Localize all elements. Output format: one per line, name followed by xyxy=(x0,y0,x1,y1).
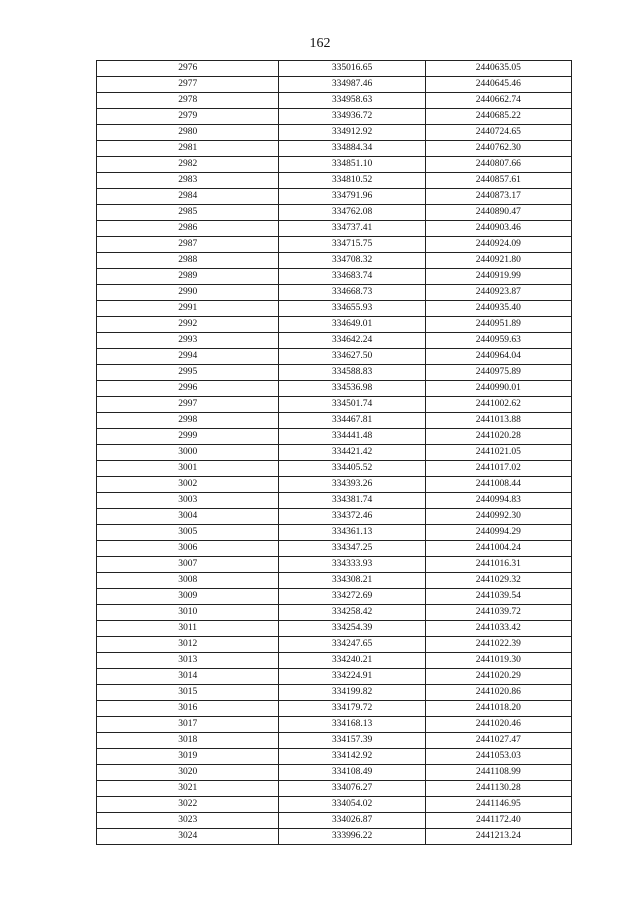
point-number-cell: 3011 xyxy=(97,621,279,637)
point-number-cell: 3015 xyxy=(97,685,279,701)
table-row xyxy=(97,349,572,365)
point-number-cell: 3006 xyxy=(97,541,279,557)
point-number-cell: 3019 xyxy=(97,749,279,765)
x-coordinate-cell: 334762.08 xyxy=(279,205,425,221)
table-row xyxy=(97,221,572,237)
x-coordinate-cell: 334655.93 xyxy=(279,301,425,317)
table-row xyxy=(97,717,572,733)
x-coordinate-cell: 334372.46 xyxy=(279,509,425,525)
point-number-cell: 2985 xyxy=(97,205,279,221)
y-coordinate-cell: 2441130.28 xyxy=(425,781,571,797)
y-coordinate-cell: 2441039.72 xyxy=(425,605,571,621)
x-coordinate-cell: 334258.42 xyxy=(279,605,425,621)
table-row xyxy=(97,365,572,381)
point-number-cell: 2981 xyxy=(97,141,279,157)
x-coordinate-cell: 334421.42 xyxy=(279,445,425,461)
table-row xyxy=(97,765,572,781)
table-row xyxy=(97,189,572,205)
x-coordinate-cell: 334224.91 xyxy=(279,669,425,685)
x-coordinate-cell: 334668.73 xyxy=(279,285,425,301)
point-number-cell: 3010 xyxy=(97,605,279,621)
table-row xyxy=(97,653,572,669)
point-number-cell: 2988 xyxy=(97,253,279,269)
x-coordinate-cell: 334642.24 xyxy=(279,333,425,349)
y-coordinate-cell: 2440975.89 xyxy=(425,365,571,381)
x-coordinate-cell: 334168.13 xyxy=(279,717,425,733)
y-coordinate-cell: 2441029.32 xyxy=(425,573,571,589)
x-coordinate-cell: 334884.34 xyxy=(279,141,425,157)
x-coordinate-cell: 334333.93 xyxy=(279,557,425,573)
point-number-cell: 2987 xyxy=(97,237,279,253)
point-number-cell: 2984 xyxy=(97,189,279,205)
y-coordinate-cell: 2441033.42 xyxy=(425,621,571,637)
table-row xyxy=(97,317,572,333)
y-coordinate-cell: 2441108.99 xyxy=(425,765,571,781)
x-coordinate-cell: 334272.69 xyxy=(279,589,425,605)
y-coordinate-cell: 2440921.80 xyxy=(425,253,571,269)
table-row xyxy=(97,381,572,397)
table-row xyxy=(97,829,572,845)
point-number-cell: 2980 xyxy=(97,125,279,141)
point-number-cell: 2986 xyxy=(97,221,279,237)
y-coordinate-cell: 2441004.24 xyxy=(425,541,571,557)
table-row xyxy=(97,333,572,349)
y-coordinate-cell: 2440935.40 xyxy=(425,301,571,317)
table-row xyxy=(97,77,572,93)
x-coordinate-cell: 334936.72 xyxy=(279,109,425,125)
point-number-cell: 3000 xyxy=(97,445,279,461)
y-coordinate-cell: 2441022.39 xyxy=(425,637,571,653)
point-number-cell: 3012 xyxy=(97,637,279,653)
point-number-cell: 2989 xyxy=(97,269,279,285)
x-coordinate-cell: 334958.63 xyxy=(279,93,425,109)
x-coordinate-cell: 334810.52 xyxy=(279,173,425,189)
table-row xyxy=(97,157,572,173)
table-row xyxy=(97,205,572,221)
page-number: 162 xyxy=(309,36,331,51)
table-row xyxy=(97,685,572,701)
y-coordinate-cell: 2441213.24 xyxy=(425,829,571,845)
y-coordinate-cell: 2440762.30 xyxy=(425,141,571,157)
point-number-cell: 2991 xyxy=(97,301,279,317)
table-row xyxy=(97,253,572,269)
table-row xyxy=(97,637,572,653)
table-row xyxy=(97,237,572,253)
x-coordinate-cell: 334347.25 xyxy=(279,541,425,557)
table-row xyxy=(97,749,572,765)
x-coordinate-cell: 334405.52 xyxy=(279,461,425,477)
point-number-cell: 3008 xyxy=(97,573,279,589)
y-coordinate-cell: 2440992.30 xyxy=(425,509,571,525)
y-coordinate-cell: 2441017.02 xyxy=(425,461,571,477)
y-coordinate-cell: 2441020.29 xyxy=(425,669,571,685)
point-number-cell: 3017 xyxy=(97,717,279,733)
point-number-cell: 3024 xyxy=(97,829,279,845)
table-row xyxy=(97,301,572,317)
x-coordinate-cell: 334026.87 xyxy=(279,813,425,829)
y-coordinate-cell: 2441172.40 xyxy=(425,813,571,829)
table-row xyxy=(97,797,572,813)
x-coordinate-cell: 334240.21 xyxy=(279,653,425,669)
y-coordinate-cell: 2440857.61 xyxy=(425,173,571,189)
y-coordinate-cell: 2440890.47 xyxy=(425,205,571,221)
table-row xyxy=(97,413,572,429)
y-coordinate-cell: 2441027.47 xyxy=(425,733,571,749)
table-row xyxy=(97,429,572,445)
y-coordinate-cell: 2441013.88 xyxy=(425,413,571,429)
y-coordinate-cell: 2441002.62 xyxy=(425,397,571,413)
x-coordinate-cell: 334393.26 xyxy=(279,477,425,493)
x-coordinate-cell: 334536.98 xyxy=(279,381,425,397)
y-coordinate-cell: 2441018.20 xyxy=(425,701,571,717)
table-row xyxy=(97,781,572,797)
y-coordinate-cell: 2441020.28 xyxy=(425,429,571,445)
y-coordinate-cell: 2441016.31 xyxy=(425,557,571,573)
table-row xyxy=(97,173,572,189)
point-number-cell: 2982 xyxy=(97,157,279,173)
y-coordinate-cell: 2440724.65 xyxy=(425,125,571,141)
x-coordinate-cell: 334142.92 xyxy=(279,749,425,765)
table-row xyxy=(97,461,572,477)
coordinates-table-body xyxy=(97,61,572,845)
table-row xyxy=(97,573,572,589)
x-coordinate-cell: 335016.65 xyxy=(279,61,425,77)
table-row xyxy=(97,397,572,413)
table-row xyxy=(97,477,572,493)
point-number-cell: 2998 xyxy=(97,413,279,429)
x-coordinate-cell: 334467.81 xyxy=(279,413,425,429)
table-row xyxy=(97,557,572,573)
point-number-cell: 3014 xyxy=(97,669,279,685)
y-coordinate-cell: 2440685.22 xyxy=(425,109,571,125)
table-row xyxy=(97,621,572,637)
x-coordinate-cell: 334199.82 xyxy=(279,685,425,701)
x-coordinate-cell: 334627.50 xyxy=(279,349,425,365)
table-row xyxy=(97,61,572,77)
y-coordinate-cell: 2440964.04 xyxy=(425,349,571,365)
point-number-cell: 2979 xyxy=(97,109,279,125)
table-row xyxy=(97,589,572,605)
point-number-cell: 3023 xyxy=(97,813,279,829)
y-coordinate-cell: 2440645.46 xyxy=(425,77,571,93)
point-number-cell: 3005 xyxy=(97,525,279,541)
y-coordinate-cell: 2440919.99 xyxy=(425,269,571,285)
table-row xyxy=(97,493,572,509)
point-number-cell: 3003 xyxy=(97,493,279,509)
x-coordinate-cell: 334851.10 xyxy=(279,157,425,173)
y-coordinate-cell: 2440873.17 xyxy=(425,189,571,205)
table-row xyxy=(97,269,572,285)
y-coordinate-cell: 2440994.83 xyxy=(425,493,571,509)
y-coordinate-cell: 2440662.74 xyxy=(425,93,571,109)
y-coordinate-cell: 2440923.87 xyxy=(425,285,571,301)
x-coordinate-cell: 334308.21 xyxy=(279,573,425,589)
x-coordinate-cell: 334715.75 xyxy=(279,237,425,253)
table-row xyxy=(97,605,572,621)
table-row xyxy=(97,813,572,829)
table-row xyxy=(97,125,572,141)
coordinates-table xyxy=(96,60,572,845)
point-number-cell: 3007 xyxy=(97,557,279,573)
x-coordinate-cell: 334737.41 xyxy=(279,221,425,237)
table-row xyxy=(97,733,572,749)
y-coordinate-cell: 2441053.03 xyxy=(425,749,571,765)
table-row xyxy=(97,285,572,301)
point-number-cell: 3004 xyxy=(97,509,279,525)
table-row xyxy=(97,445,572,461)
y-coordinate-cell: 2440990.01 xyxy=(425,381,571,397)
x-coordinate-cell: 334501.74 xyxy=(279,397,425,413)
x-coordinate-cell: 334108.49 xyxy=(279,765,425,781)
x-coordinate-cell: 334179.72 xyxy=(279,701,425,717)
point-number-cell: 2993 xyxy=(97,333,279,349)
x-coordinate-cell: 333996.22 xyxy=(279,829,425,845)
y-coordinate-cell: 2441039.54 xyxy=(425,589,571,605)
point-number-cell: 3020 xyxy=(97,765,279,781)
y-coordinate-cell: 2441019.30 xyxy=(425,653,571,669)
table-row xyxy=(97,541,572,557)
x-coordinate-cell: 334054.02 xyxy=(279,797,425,813)
x-coordinate-cell: 334076.27 xyxy=(279,781,425,797)
point-number-cell: 2976 xyxy=(97,61,279,77)
y-coordinate-cell: 2440959.63 xyxy=(425,333,571,349)
point-number-cell: 2999 xyxy=(97,429,279,445)
x-coordinate-cell: 334157.39 xyxy=(279,733,425,749)
point-number-cell: 3013 xyxy=(97,653,279,669)
y-coordinate-cell: 2440807.66 xyxy=(425,157,571,173)
point-number-cell: 2997 xyxy=(97,397,279,413)
point-number-cell: 3016 xyxy=(97,701,279,717)
point-number-cell: 2990 xyxy=(97,285,279,301)
y-coordinate-cell: 2440924.09 xyxy=(425,237,571,253)
table-row xyxy=(97,93,572,109)
x-coordinate-cell: 334912.92 xyxy=(279,125,425,141)
point-number-cell: 3009 xyxy=(97,589,279,605)
point-number-cell: 3001 xyxy=(97,461,279,477)
table-row xyxy=(97,509,572,525)
y-coordinate-cell: 2441008.44 xyxy=(425,477,571,493)
table-row xyxy=(97,525,572,541)
x-coordinate-cell: 334381.74 xyxy=(279,493,425,509)
x-coordinate-cell: 334441.48 xyxy=(279,429,425,445)
x-coordinate-cell: 334683.74 xyxy=(279,269,425,285)
point-number-cell: 3022 xyxy=(97,797,279,813)
x-coordinate-cell: 334361.13 xyxy=(279,525,425,541)
x-coordinate-cell: 334247.65 xyxy=(279,637,425,653)
y-coordinate-cell: 2441146.95 xyxy=(425,797,571,813)
y-coordinate-cell: 2441020.86 xyxy=(425,685,571,701)
x-coordinate-cell: 334254.39 xyxy=(279,621,425,637)
y-coordinate-cell: 2440635.05 xyxy=(425,61,571,77)
y-coordinate-cell: 2440951.89 xyxy=(425,317,571,333)
point-number-cell: 2996 xyxy=(97,381,279,397)
x-coordinate-cell: 334708.32 xyxy=(279,253,425,269)
y-coordinate-cell: 2441020.46 xyxy=(425,717,571,733)
x-coordinate-cell: 334987.46 xyxy=(279,77,425,93)
point-number-cell: 2992 xyxy=(97,317,279,333)
point-number-cell: 2995 xyxy=(97,365,279,381)
point-number-cell: 2994 xyxy=(97,349,279,365)
x-coordinate-cell: 334588.83 xyxy=(279,365,425,381)
point-number-cell: 2977 xyxy=(97,77,279,93)
x-coordinate-cell: 334791.96 xyxy=(279,189,425,205)
y-coordinate-cell: 2440903.46 xyxy=(425,221,571,237)
x-coordinate-cell: 334649.01 xyxy=(279,317,425,333)
table-row xyxy=(97,109,572,125)
y-coordinate-cell: 2440994.29 xyxy=(425,525,571,541)
point-number-cell: 2978 xyxy=(97,93,279,109)
point-number-cell: 3018 xyxy=(97,733,279,749)
table-row xyxy=(97,701,572,717)
point-number-cell: 3021 xyxy=(97,781,279,797)
y-coordinate-cell: 2441021.05 xyxy=(425,445,571,461)
table-row xyxy=(97,669,572,685)
point-number-cell: 3002 xyxy=(97,477,279,493)
point-number-cell: 2983 xyxy=(97,173,279,189)
table-row xyxy=(97,141,572,157)
